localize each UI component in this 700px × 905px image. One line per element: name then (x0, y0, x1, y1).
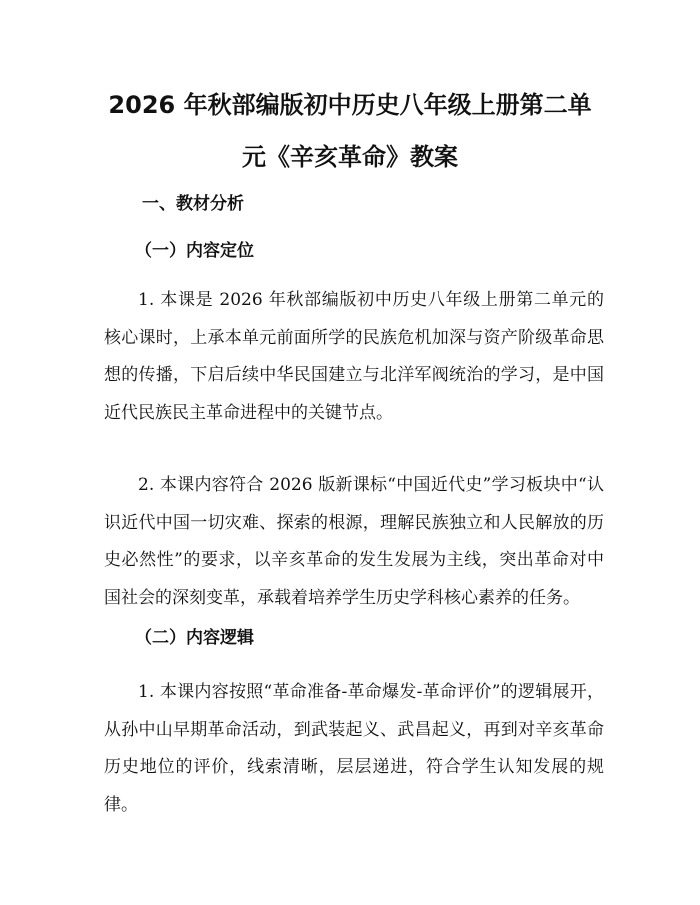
document-title-line-2: 元《辛亥革命》教案 (242, 143, 458, 171)
section-heading-textbook-analysis: 一、教材分析 (142, 194, 244, 214)
paragraph-positioning-2: 2. 本课内容符合 2026 版新课标“中国近代史”学习板块中“认识近代中国一切灾难、探索的根源，理解民族独立和人民解放的历史必然性”的要求，以辛亥革命的发生发展为主线，突出革命对中国社会的深刻变革，承载着培养学生历史学科核心素养的任务。 (104, 475, 604, 608)
subsection-heading-content-logic: （二）内容逻辑 (135, 628, 254, 648)
paragraph-logic-1: 1. 本课内容按照“革命准备-革命爆发-革命评价”的逻辑展开，从孙中山早期革命活动，到武装起义、武昌起义，再到对辛亥革命历史地位的评价，线索清晰，层层递进，符合学生认知发展的规律。 (104, 682, 604, 815)
document-title-line-1: 2026 年秋部编版初中历史八年级上册第二单 (108, 91, 592, 119)
subsection-heading-content-positioning: （一）内容定位 (135, 241, 254, 261)
paragraph-positioning-1: 1. 本课是 2026 年秋部编版初中历史八年级上册第二单元的核心课时，上承本单元前面所学的民族危机加深与资产阶级革命思想的传播，下启后续中华民国建立与北洋军阀统治的学习，是中国近代民族民主革命进程中的关键节点。 (104, 290, 604, 423)
